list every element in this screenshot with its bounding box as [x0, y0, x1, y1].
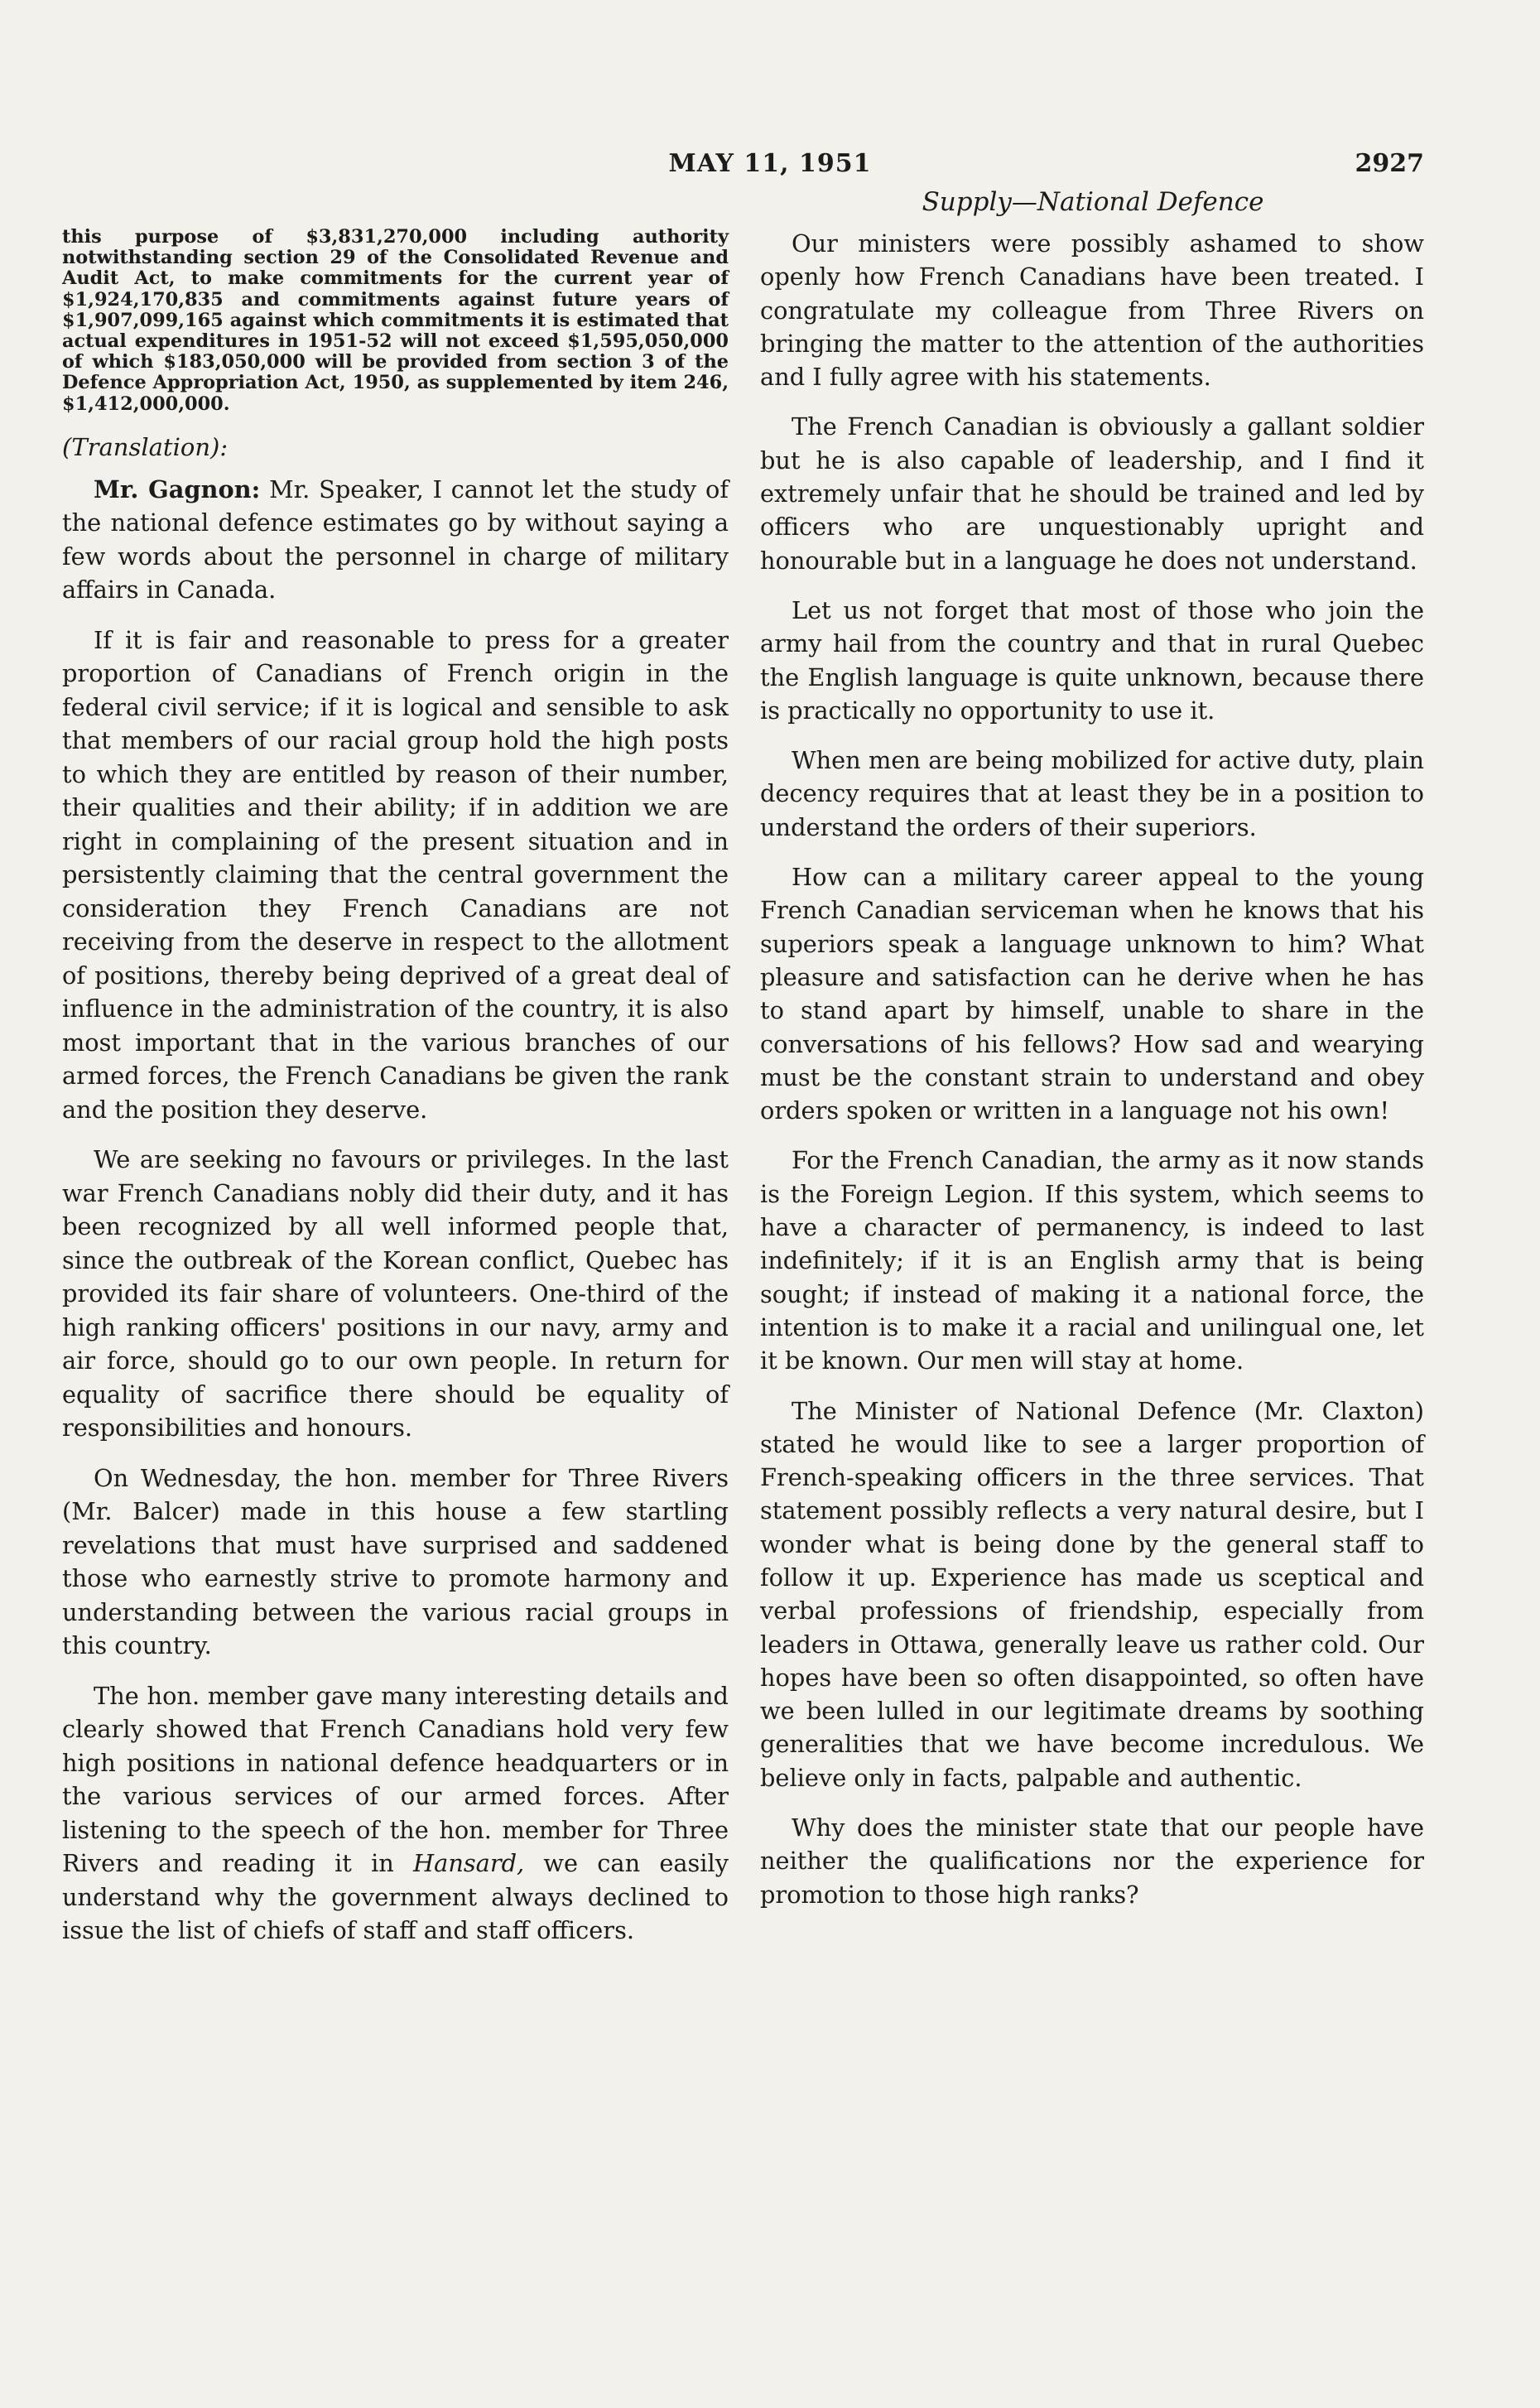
running-head: Supply—National Defence	[922, 187, 1264, 217]
speech-paragraph	[62, 473, 729, 607]
estimate-text: this purpose of $3,831,270,000 including authority notwithstanding section 29 of the Consolidated Revenue and Audit Act, to make commitments for the current year of $1,924,170,835 and commitments against future years of $1,907,099,165 against which commitments it is estimated that actual expenditures in 1951-52 will not exceed $1,595,050,000 of which $183,050,000 will be provided from section 3 of the Defence Appropriation Act, 1950, as supplemented by item 246, $1,412,000,000.	[62, 226, 729, 415]
left-column	[62, 227, 729, 1964]
speech-paragraph: The French Canadian is obviously a gallant soldier but he is also capable of leadership, and I find it extremely unfair that he should be trained and led by officers who are unquestionably upright and honourable but in a language he does not understand.	[760, 412, 1424, 575]
translation-label: (Translation):	[62, 432, 229, 461]
speech-paragraph: When men are being mobilized for active duty, plain decency requires that at least they be in a position to understand the orders of their superiors.	[760, 746, 1424, 841]
speech-paragraph: How can a military career appeal to the young French Canadian serviceman when he knows that his superiors speak a language unknown to him? What pleasure and satisfaction can he derive when he has to stand apart by himself, unable to share in the conversations of his fellows? How sad and wearying must be the constant strain to understand and obey orders spoken or written in a language not his own!	[760, 863, 1424, 1125]
speech-paragraph	[62, 1679, 729, 1948]
page-date: MAY 11, 1951	[668, 149, 872, 178]
paragraph-text: Mr. Speaker, I cannot let the study of the national defence estimates go by without saying a few words about the personnel in charge of military affairs in Canada.	[62, 474, 729, 604]
speech-paragraph: We are seeking no favours or privileges. In the last war French Canadians nobly did their duty, and it has been recognized by all well informed people that, since the outbreak of the Korean conflict, Quebec has provided its fair share of volunteers. One-third of the high ranking officers' positions in our navy, army and air force, should go to our own people. In return for equality of sacrifice there should be equality of responsibilities and honours.	[62, 1145, 729, 1442]
speech-paragraph: The Minister of National Defence (Mr. Claxton) stated he would like to see a larger proportion of French-speaking officers in the three services. That statement possibly reflects a very natural desire, but I wonder what is being done by the general staff to follow it up. Experience has made us sceptical and verbal professions of friendship, especially from leaders in Ottawa, generally leave us rather cold. Our hopes have been so often disappointed, so often have we been lulled in our legitimate dreams by soothing generalities that we have become incredulous. We believe only in facts, palpable and authentic.	[760, 1396, 1424, 1792]
speaker-name: Mr. Gagnon:	[94, 474, 261, 503]
speech-paragraph: Our ministers were possibly ashamed to show openly how French Canadians have been treated. I congratulate my colleague from Three Rivers on bringing the matter to the attention of the authorities and I fully agree with his statements.	[760, 229, 1424, 392]
speech-paragraph: On Wednesday, the hon. member for Three Rivers (Mr. Balcer) made in this house a few startling revelations that must have surprised and saddened those who earnestly strive to promote harmony and understanding between the various racial groups in this country.	[62, 1463, 729, 1660]
speech-paragraph: Why does the minister state that our people have neither the qualifications nor the experience for promotion to those high ranks?	[760, 1813, 1424, 1909]
speech-paragraph: Let us not forget that most of those who join the army hail from the country and that in rural Quebec the English language is quite unknown, because there is practically no opportunity to use it.	[760, 595, 1424, 725]
paragraph-text: The hon. member gave many interesting details and clearly showed that French Canadians hold very few high positions in national defence headquarters or in the various services of our armed forces. After listening to the speech of the hon. member for Three Rivers and reading it in	[62, 1681, 729, 1878]
right-column	[760, 227, 1424, 1928]
page-number: 2927	[1355, 149, 1424, 178]
speech-paragraph: For the French Canadian, the army as it now stands is the Foreign Legion. If this system, which seems to have a character of permanency, is indeed to last indefinitely; if it is an English army that is being sought; if instead of making it a national force, the intention is to make it a racial and unilingual one, let it be known. Our men will stay at home.	[760, 1146, 1424, 1375]
speech-paragraph: If it is fair and reasonable to press for a greater proportion of Canadians of French origin in the federal civil service; if it is logical and sensible to ask that members of our racial group hold the high posts to which they are entitled by reason of their number, their qualities and their ability; if in addition we are right in complaining of the present situation and in persistently claiming that the central government the consideration they French Canadians are not receiving from the deserve in respect to the allotment of positions, thereby being deprived of a great deal of influence in the administration of the country, it is also most important that in the various branches of our armed forces, the French Canadians be given the rank and the position they deserve.	[62, 625, 729, 1124]
hansard-italic: Hansard,	[413, 1849, 525, 1878]
paragraph-text: we can easily understand why the government always declined to issue the list of chiefs of staff and staff officers.	[62, 1849, 729, 1945]
